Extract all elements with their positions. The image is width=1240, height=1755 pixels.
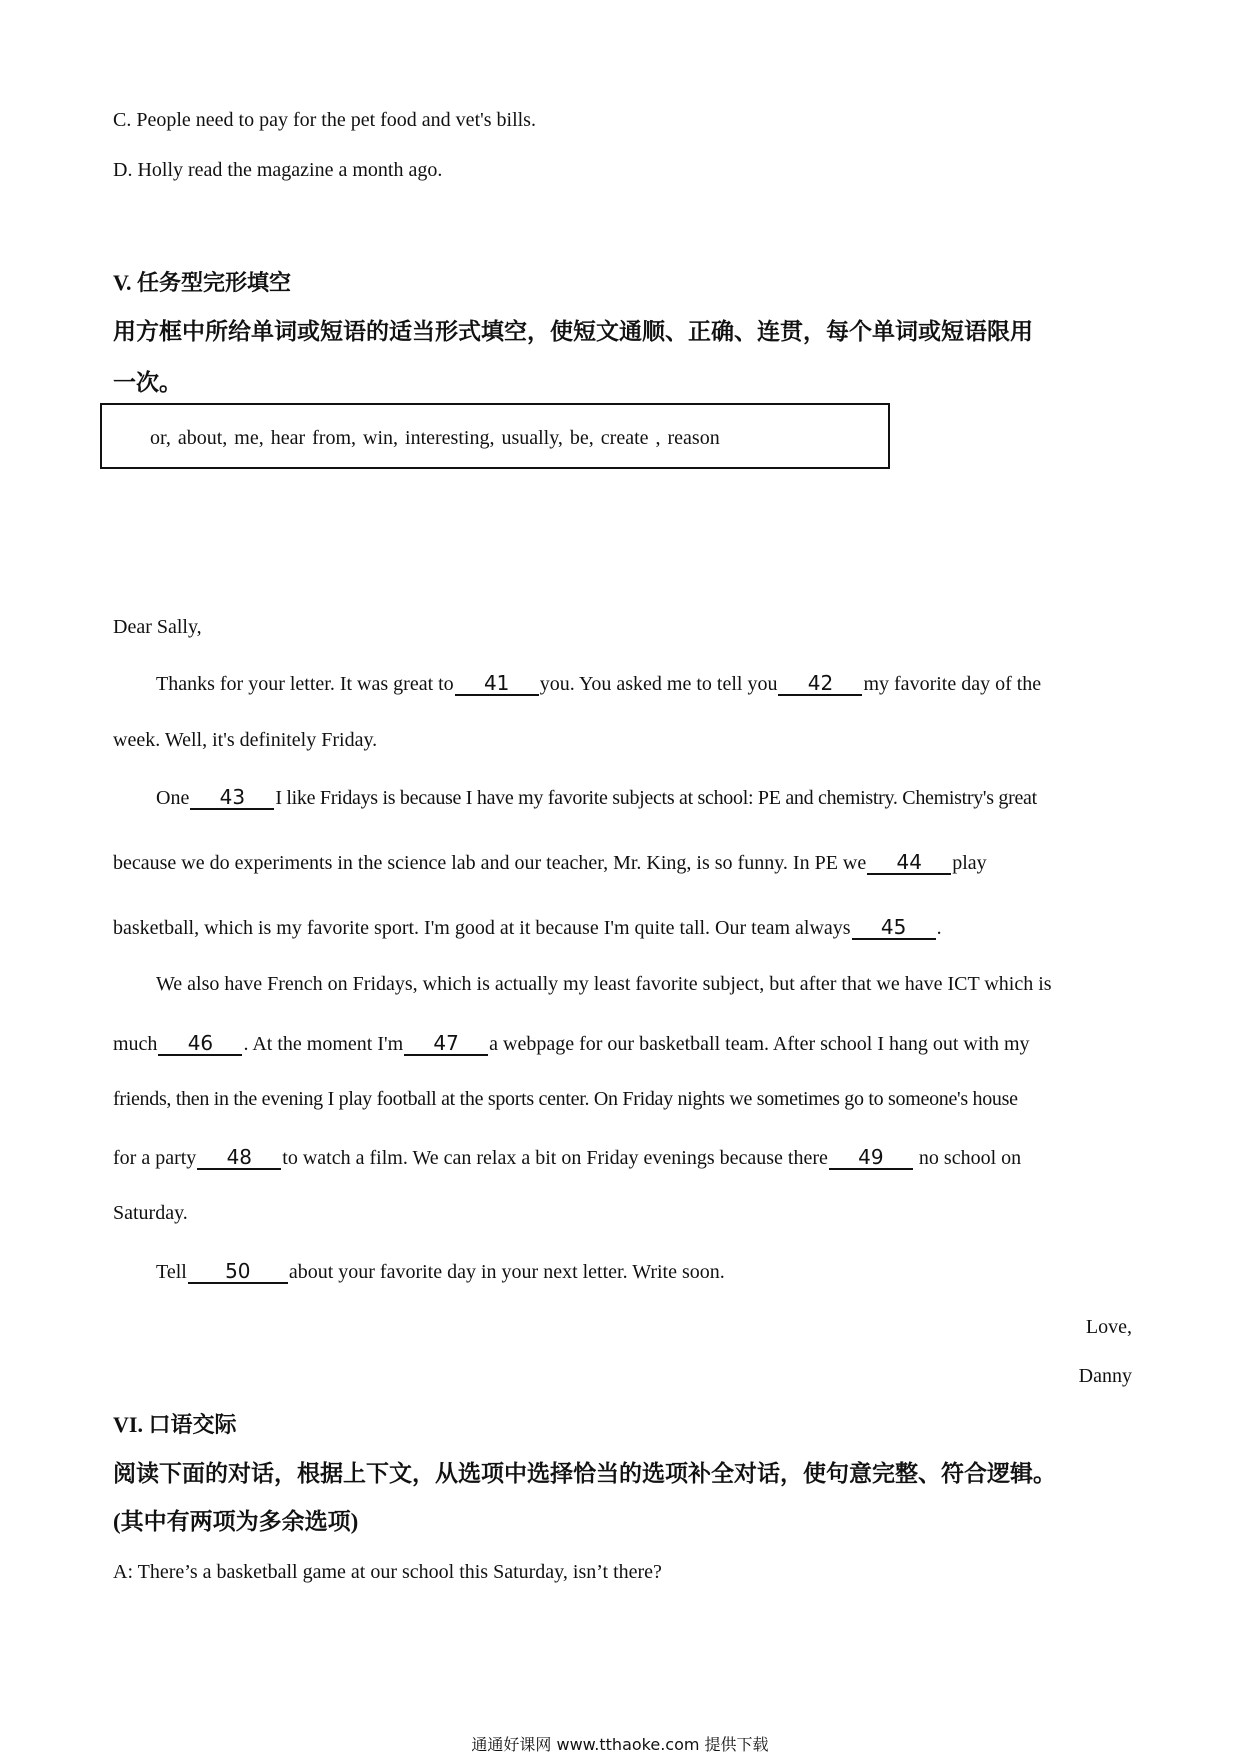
letter-greeting: Dear Sally, bbox=[113, 616, 202, 638]
text: about your favorite day in your next letter. Write soon. bbox=[288, 1261, 725, 1283]
text: I like Fridays is because I have my favorite subjects at school: PE and chemistry. Chemistry's great bbox=[275, 787, 1037, 809]
text: . bbox=[936, 917, 942, 939]
option-d: D. Holly read the magazine a month ago. bbox=[113, 159, 443, 181]
section-v-instruction-1: 用方框中所给单词或短语的适当形式填空，使短文通顺、正确、连贯，每个单词或短语限用 bbox=[113, 319, 1033, 344]
text: One bbox=[156, 787, 190, 809]
letter-paragraph-3-line-2 bbox=[113, 1032, 1030, 1056]
text: because we do experiments in the science lab and our teacher, Mr. King, is so funny. In PE we bbox=[113, 852, 867, 874]
dialogue-line-a: A: There’s a basketball game at our school this Saturday, isn’t there? bbox=[113, 1561, 662, 1583]
blank-47[interactable]: 47 bbox=[404, 1032, 488, 1056]
section-v-instruction-2: 一次。 bbox=[113, 370, 182, 395]
text: a webpage for our basketball team. After school I hang out with my bbox=[489, 1033, 1030, 1055]
text: for a party bbox=[113, 1147, 197, 1169]
blank-41[interactable]: 41 bbox=[455, 672, 539, 696]
letter-paragraph-1-line-1 bbox=[156, 672, 1041, 696]
section-vi-title: VI. 口语交际 bbox=[113, 1412, 237, 1437]
blank-43[interactable]: 43 bbox=[190, 786, 274, 810]
text: Tell bbox=[156, 1261, 187, 1283]
blank-46[interactable]: 46 bbox=[158, 1032, 242, 1056]
blank-48[interactable]: 48 bbox=[197, 1146, 281, 1170]
blank-44[interactable]: 44 bbox=[867, 851, 951, 875]
letter-paragraph-3-line-1: We also have French on Fridays, which is actually my least favorite subject, but after that we have ICT which is bbox=[156, 973, 1052, 995]
letter-paragraph-3-line-4 bbox=[113, 1146, 1021, 1170]
letter-paragraph-2-line-3 bbox=[113, 916, 942, 940]
letter-paragraph-2-line-2 bbox=[113, 851, 987, 875]
letter-paragraph-1-line-2: week. Well, it's definitely Friday. bbox=[113, 729, 378, 751]
section-vi-instruction-1: 阅读下面的对话，根据上下文，从选项中选择恰当的选项补全对话，使句意完整、符合逻辑。 bbox=[113, 1461, 1056, 1486]
letter-paragraph-2-line-1 bbox=[156, 786, 1037, 810]
text: basketball, which is my favorite sport. I'm good at it because I'm quite tall. Our team always bbox=[113, 917, 851, 939]
letter-paragraph-3-line-3: friends, then in the evening I play football at the sports center. On Friday nights we sometimes go to someone's house bbox=[113, 1088, 1018, 1110]
blank-42[interactable]: 42 bbox=[778, 672, 862, 696]
letter-paragraph-4 bbox=[156, 1260, 725, 1284]
text: Thanks for your letter. It was great to bbox=[156, 673, 454, 695]
word-box bbox=[100, 403, 890, 469]
text: . At the moment I'm bbox=[243, 1033, 404, 1055]
text: my favorite day of the bbox=[863, 673, 1042, 695]
text: no school on bbox=[913, 1147, 1022, 1169]
blank-49[interactable]: 49 bbox=[829, 1146, 913, 1170]
option-c: C. People need to pay for the pet food and vet's bills. bbox=[113, 109, 536, 131]
text: play bbox=[952, 852, 987, 874]
section-v-title: V. 任务型完形填空 bbox=[113, 270, 292, 295]
text: you. You asked me to tell you bbox=[539, 673, 778, 695]
letter-closing: Love, bbox=[1085, 1316, 1132, 1338]
letter-paragraph-3-line-5: Saturday. bbox=[113, 1202, 188, 1224]
word-box-list: or, about, me, hear from, win, interesting, usually, be, create , reason bbox=[150, 427, 720, 449]
blank-45[interactable]: 45 bbox=[852, 916, 936, 940]
section-vi-instruction-2: (其中有两项为多余选项) bbox=[113, 1509, 359, 1534]
letter-signature: Danny bbox=[1078, 1365, 1132, 1387]
text: to watch a film. We can relax a bit on Friday evenings because there bbox=[282, 1147, 828, 1169]
page-footer: 通通好课网 www.tthaoke.com 提供下载 bbox=[471, 1735, 769, 1754]
blank-50[interactable]: 50 bbox=[188, 1260, 288, 1284]
text: much bbox=[113, 1033, 158, 1055]
